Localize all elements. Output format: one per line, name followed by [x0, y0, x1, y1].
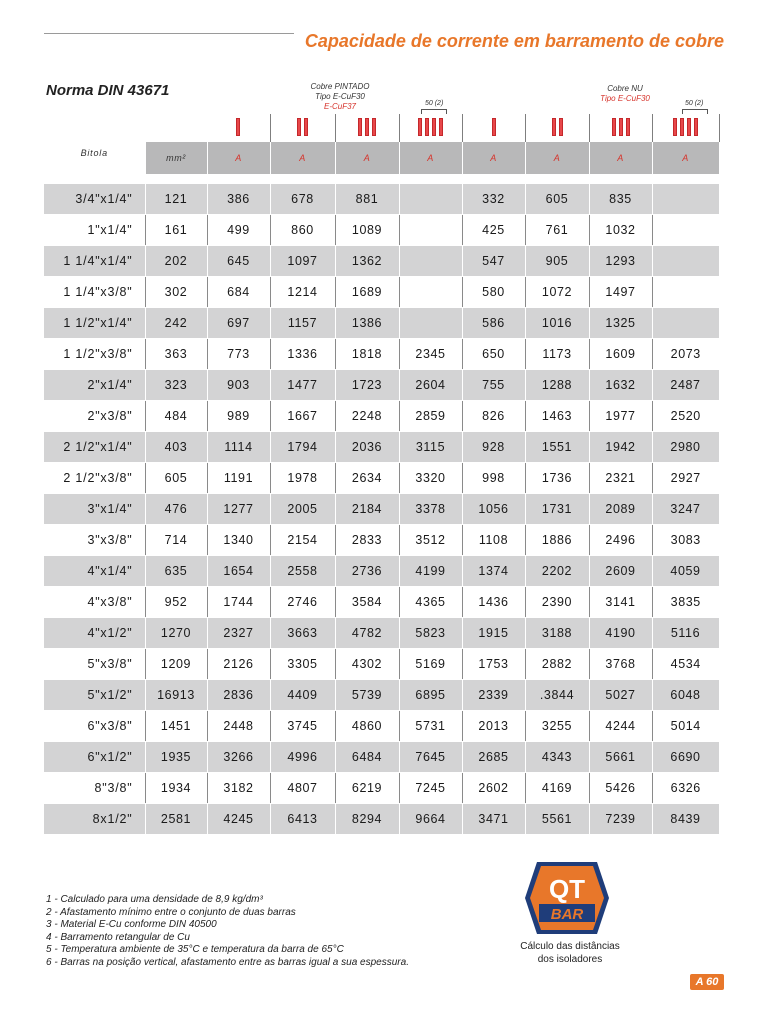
current-cell: 332 — [462, 184, 525, 215]
current-cell: 3182 — [207, 773, 270, 804]
area-cell: 242 — [145, 308, 207, 339]
qt-bar-logo — [525, 858, 609, 938]
current-cell: 3663 — [270, 618, 335, 649]
current-cell: 8439 — [652, 804, 719, 835]
table-row — [44, 742, 719, 773]
bitola-cell: 4"x1/4" — [44, 556, 145, 587]
table-row — [44, 246, 719, 277]
current-cell: 678 — [270, 184, 335, 215]
current-cell: 5823 — [399, 618, 462, 649]
current-cell: 1374 — [462, 556, 525, 587]
bar-icon-cell — [207, 114, 270, 142]
current-cell: 755 — [462, 370, 525, 401]
ampere-header: A — [207, 142, 270, 174]
current-cell: 1978 — [270, 463, 335, 494]
current-cell: 5561 — [525, 804, 589, 835]
current-cell: 2496 — [589, 525, 652, 556]
table-row — [44, 711, 719, 742]
table-row — [44, 370, 719, 401]
top-rule — [44, 33, 294, 34]
current-cell: 2339 — [462, 680, 525, 711]
busbar-icon — [492, 118, 496, 136]
current-cell: 6690 — [652, 742, 719, 773]
current-cell: 1753 — [462, 649, 525, 680]
current-cell: 3141 — [589, 587, 652, 618]
table-row — [44, 215, 719, 246]
current-cell: 2634 — [335, 463, 399, 494]
current-cell: 1362 — [335, 246, 399, 277]
current-cell: 5661 — [589, 742, 652, 773]
busbar-icon — [358, 118, 376, 136]
current-cell: 4199 — [399, 556, 462, 587]
busbar-icon — [612, 118, 630, 136]
ampere-header: A — [399, 142, 462, 174]
current-cell: 6413 — [270, 804, 335, 835]
current-cell: 3471 — [462, 804, 525, 835]
current-cell: 4409 — [270, 680, 335, 711]
current-cell: 5014 — [652, 711, 719, 742]
table-row — [44, 618, 719, 649]
current-cell: 4860 — [335, 711, 399, 742]
current-cell: 5027 — [589, 680, 652, 711]
current-cell: 1097 — [270, 246, 335, 277]
ampere-header: A — [335, 142, 399, 174]
area-cell: 302 — [145, 277, 207, 308]
current-cell: 2882 — [525, 649, 589, 680]
table-row — [44, 308, 719, 339]
current-cell: 8294 — [335, 804, 399, 835]
current-cell: 2327 — [207, 618, 270, 649]
bitola-cell: 1 1/2"x3/8" — [44, 339, 145, 370]
current-cell — [652, 308, 719, 339]
current-cell: 4302 — [335, 649, 399, 680]
current-cell: 1667 — [270, 401, 335, 432]
current-cell: 2746 — [270, 587, 335, 618]
bitola-cell: 4"x1/2" — [44, 618, 145, 649]
current-cell: 4169 — [525, 773, 589, 804]
units-row — [44, 142, 719, 174]
current-cell: 4534 — [652, 649, 719, 680]
current-cell: 2126 — [207, 649, 270, 680]
area-cell: 714 — [145, 525, 207, 556]
bar-icon-cell — [335, 114, 399, 142]
current-cell: 1632 — [589, 370, 652, 401]
bar-icon-cell — [462, 114, 525, 142]
area-cell: 1934 — [145, 773, 207, 804]
current-cell: 5739 — [335, 680, 399, 711]
bitola-cell: 2 1/2"x3/8" — [44, 463, 145, 494]
current-cell: 5426 — [589, 773, 652, 804]
current-cell: 905 — [525, 246, 589, 277]
current-cell: 2345 — [399, 339, 462, 370]
current-cell: 580 — [462, 277, 525, 308]
area-cell: 121 — [145, 184, 207, 215]
current-cell: 4245 — [207, 804, 270, 835]
page-number-badge: A 60 — [690, 974, 724, 990]
current-cell: 684 — [207, 277, 270, 308]
spacing-label-painted: 50 (2) — [425, 100, 444, 107]
current-cell: 1915 — [462, 618, 525, 649]
area-cell: 323 — [145, 370, 207, 401]
ampere-header: A — [525, 142, 589, 174]
table-row — [44, 339, 719, 370]
current-cell: 697 — [207, 308, 270, 339]
painted-group-line2: Tipo E-CuF30 — [315, 92, 365, 101]
footnote: 4 - Barramento retangular de Cu — [46, 931, 190, 943]
current-cell: 2927 — [652, 463, 719, 494]
current-cell — [399, 215, 462, 246]
current-cell: 6048 — [652, 680, 719, 711]
current-cell: 2602 — [462, 773, 525, 804]
current-cell: 3835 — [652, 587, 719, 618]
current-cell: 2685 — [462, 742, 525, 773]
busbar-icon — [297, 118, 308, 136]
current-cell: 1942 — [589, 432, 652, 463]
bar-icon-cell — [399, 114, 462, 142]
current-cell: 2390 — [525, 587, 589, 618]
bitola-cell: 6"x1/2" — [44, 742, 145, 773]
current-cell: 1288 — [525, 370, 589, 401]
current-cell: 4996 — [270, 742, 335, 773]
area-cell: 1270 — [145, 618, 207, 649]
current-cell: 645 — [207, 246, 270, 277]
current-cell: 1609 — [589, 339, 652, 370]
bitola-cell: 6"x3/8" — [44, 711, 145, 742]
current-cell: 1736 — [525, 463, 589, 494]
spacing-label-bare: 50 (2) — [685, 100, 704, 107]
current-cell: 761 — [525, 215, 589, 246]
current-cell: 1277 — [207, 494, 270, 525]
bare-group-line1: Cobre NU — [607, 84, 643, 93]
current-cell: 6219 — [335, 773, 399, 804]
logo-top-text: QT — [548, 874, 586, 904]
current-cell: 3188 — [525, 618, 589, 649]
current-cell: 3584 — [335, 587, 399, 618]
bitola-cell: 3"x1/4" — [44, 494, 145, 525]
current-cell: 1089 — [335, 215, 399, 246]
area-cell: 2581 — [145, 804, 207, 835]
busbar-icon — [673, 118, 698, 136]
current-cell: 7239 — [589, 804, 652, 835]
current-cell: 2736 — [335, 556, 399, 587]
current-cell: 605 — [525, 184, 589, 215]
current-cell: 2089 — [589, 494, 652, 525]
table-row — [44, 277, 719, 308]
current-cell: 2184 — [335, 494, 399, 525]
current-cell: 386 — [207, 184, 270, 215]
current-cell: 4365 — [399, 587, 462, 618]
current-cell: 586 — [462, 308, 525, 339]
current-cell: 2073 — [652, 339, 719, 370]
table-row — [44, 680, 719, 711]
current-cell: 6895 — [399, 680, 462, 711]
table-row — [44, 432, 719, 463]
current-cell: 2013 — [462, 711, 525, 742]
current-cell — [652, 246, 719, 277]
current-cell: 3083 — [652, 525, 719, 556]
current-cell: 1173 — [525, 339, 589, 370]
current-cell: 3115 — [399, 432, 462, 463]
current-cell: 2836 — [207, 680, 270, 711]
bitola-cell: 3"x3/8" — [44, 525, 145, 556]
caption-line1: Cálculo das distâncias — [520, 941, 620, 952]
current-cell: 1056 — [462, 494, 525, 525]
logo-bottom-text: BAR — [550, 906, 584, 923]
table-row — [44, 649, 719, 680]
footnote: 5 - Temperatura ambiente de 35°C e temperatura da barra de 65°C — [46, 944, 344, 955]
current-cell: 2859 — [399, 401, 462, 432]
current-cell: .3844 — [525, 680, 589, 711]
bitola-cell: 2"x1/4" — [44, 370, 145, 401]
current-cell: 2558 — [270, 556, 335, 587]
table-row — [44, 525, 719, 556]
current-cell: 2248 — [335, 401, 399, 432]
footnote: 6 - Barras na posição vertical, afastamento entre as barras igual a sua espessura. — [46, 956, 409, 968]
area-cell: 1209 — [145, 649, 207, 680]
current-cell: 2487 — [652, 370, 719, 401]
current-cell: 1108 — [462, 525, 525, 556]
current-capacity-table — [44, 114, 720, 835]
bar-icon-row — [44, 114, 719, 142]
area-cell: 952 — [145, 587, 207, 618]
current-cell: 1689 — [335, 277, 399, 308]
current-cell — [652, 184, 719, 215]
bitola-cell: 1 1/4"x1/4" — [44, 246, 145, 277]
area-cell: 635 — [145, 556, 207, 587]
current-cell: 2520 — [652, 401, 719, 432]
bar-icon-cell — [270, 114, 335, 142]
current-cell: 3512 — [399, 525, 462, 556]
current-cell: 826 — [462, 401, 525, 432]
norma-label: Norma DIN 43671 — [46, 82, 170, 99]
current-cell: 2833 — [335, 525, 399, 556]
current-cell: 1157 — [270, 308, 335, 339]
logo-caption — [508, 940, 632, 966]
current-cell: 9664 — [399, 804, 462, 835]
current-cell — [399, 308, 462, 339]
busbar-icon — [552, 118, 563, 136]
bitola-cell: 8"3/8" — [44, 773, 145, 804]
current-cell: 5116 — [652, 618, 719, 649]
current-cell — [652, 277, 719, 308]
caption-line2: dos isoladores — [537, 954, 603, 965]
current-cell: 4343 — [525, 742, 589, 773]
current-cell: 2036 — [335, 432, 399, 463]
mm2-header: mm² — [145, 142, 207, 174]
current-cell: 2005 — [270, 494, 335, 525]
current-cell: 1436 — [462, 587, 525, 618]
current-cell: 425 — [462, 215, 525, 246]
footnotes — [46, 894, 409, 969]
current-cell: 1497 — [589, 277, 652, 308]
ampere-header: A — [652, 142, 719, 174]
current-cell: 1723 — [335, 370, 399, 401]
current-cell — [399, 277, 462, 308]
current-cell: 2202 — [525, 556, 589, 587]
current-cell: 1886 — [525, 525, 589, 556]
current-cell: 2154 — [270, 525, 335, 556]
bitola-cell: 2 1/2"x1/4" — [44, 432, 145, 463]
current-cell: 1032 — [589, 215, 652, 246]
area-cell: 16913 — [145, 680, 207, 711]
current-cell — [399, 246, 462, 277]
current-cell: 1818 — [335, 339, 399, 370]
current-cell: 860 — [270, 215, 335, 246]
current-cell: 7245 — [399, 773, 462, 804]
area-cell: 484 — [145, 401, 207, 432]
current-cell: 1016 — [525, 308, 589, 339]
bar-icon-cell — [525, 114, 589, 142]
current-cell: 2321 — [589, 463, 652, 494]
area-cell: 403 — [145, 432, 207, 463]
painted-copper-group — [290, 82, 390, 112]
current-cell: 6484 — [335, 742, 399, 773]
busbar-icon — [236, 118, 240, 136]
current-cell: 2448 — [207, 711, 270, 742]
bitola-cell: 5"x1/2" — [44, 680, 145, 711]
area-cell: 476 — [145, 494, 207, 525]
current-cell: 3247 — [652, 494, 719, 525]
painted-group-line3: E-CuF37 — [323, 102, 356, 111]
bar-icon-cell — [589, 114, 652, 142]
current-cell: 1731 — [525, 494, 589, 525]
current-cell: 1477 — [270, 370, 335, 401]
table-row — [44, 587, 719, 618]
bitola-cell: 1"x1/4" — [44, 215, 145, 246]
current-cell: 928 — [462, 432, 525, 463]
area-cell: 202 — [145, 246, 207, 277]
current-cell: 4190 — [589, 618, 652, 649]
bitola-header: Bitola — [44, 142, 145, 174]
area-cell: 605 — [145, 463, 207, 494]
ampere-header: A — [462, 142, 525, 174]
area-cell: 161 — [145, 215, 207, 246]
current-cell: 4059 — [652, 556, 719, 587]
current-cell: 1340 — [207, 525, 270, 556]
bar-icon-cell — [652, 114, 719, 142]
footnote: 2 - Afastamento mínimo entre o conjunto de duas barras — [46, 906, 296, 918]
table-row — [44, 184, 719, 215]
ampere-header: A — [270, 142, 335, 174]
bare-copper-group — [575, 84, 675, 104]
current-cell: 1293 — [589, 246, 652, 277]
footnote: 3 - Material E-Cu conforme DIN 40500 — [46, 919, 217, 930]
current-cell: 650 — [462, 339, 525, 370]
table-row — [44, 556, 719, 587]
page-title: Capacidade de corrente em barramento de cobre — [304, 31, 724, 51]
bitola-cell: 3/4"x1/4" — [44, 184, 145, 215]
painted-group-line1: Cobre PINTADO — [310, 82, 370, 91]
current-cell: 3266 — [207, 742, 270, 773]
bitola-cell: 8x1/2" — [44, 804, 145, 835]
area-cell: 1451 — [145, 711, 207, 742]
current-cell: 6326 — [652, 773, 719, 804]
current-cell: 3255 — [525, 711, 589, 742]
current-cell: 4244 — [589, 711, 652, 742]
current-cell: 499 — [207, 215, 270, 246]
current-cell: 5731 — [399, 711, 462, 742]
current-cell: 881 — [335, 184, 399, 215]
bitola-cell: 2"x3/8" — [44, 401, 145, 432]
current-cell: 1072 — [525, 277, 589, 308]
current-cell: 1214 — [270, 277, 335, 308]
current-cell: 3320 — [399, 463, 462, 494]
current-cell: 773 — [207, 339, 270, 370]
area-cell: 1935 — [145, 742, 207, 773]
bitola-cell: 4"x3/8" — [44, 587, 145, 618]
current-cell: 5169 — [399, 649, 462, 680]
current-cell: 903 — [207, 370, 270, 401]
current-cell: 1977 — [589, 401, 652, 432]
table-row — [44, 463, 719, 494]
current-cell: 7645 — [399, 742, 462, 773]
current-cell: 2604 — [399, 370, 462, 401]
current-cell: 1794 — [270, 432, 335, 463]
current-cell: 4807 — [270, 773, 335, 804]
area-cell: 363 — [145, 339, 207, 370]
current-cell: 1386 — [335, 308, 399, 339]
current-cell: 1114 — [207, 432, 270, 463]
current-cell: 2609 — [589, 556, 652, 587]
footnote: 1 - Calculado para uma densidade de 8,9 kg/dm³ — [46, 894, 263, 905]
current-cell: 1325 — [589, 308, 652, 339]
current-cell: 3768 — [589, 649, 652, 680]
ampere-header: A — [589, 142, 652, 174]
bitola-cell: 1 1/4"x3/8" — [44, 277, 145, 308]
current-cell: 998 — [462, 463, 525, 494]
current-cell: 989 — [207, 401, 270, 432]
table-row — [44, 494, 719, 525]
bitola-cell: 5"x3/8" — [44, 649, 145, 680]
current-cell: 1654 — [207, 556, 270, 587]
current-cell: 2980 — [652, 432, 719, 463]
current-cell: 1744 — [207, 587, 270, 618]
current-cell: 1191 — [207, 463, 270, 494]
current-cell: 1336 — [270, 339, 335, 370]
table-row — [44, 773, 719, 804]
current-cell: 3305 — [270, 649, 335, 680]
bare-group-line2: Tipo E-CuF30 — [600, 94, 650, 103]
busbar-icon — [418, 118, 443, 136]
table-row — [44, 804, 719, 835]
current-cell — [652, 215, 719, 246]
current-cell: 3745 — [270, 711, 335, 742]
current-cell: 835 — [589, 184, 652, 215]
table-row — [44, 401, 719, 432]
current-cell: 4782 — [335, 618, 399, 649]
current-cell: 1551 — [525, 432, 589, 463]
bitola-cell: 1 1/2"x1/4" — [44, 308, 145, 339]
current-cell: 547 — [462, 246, 525, 277]
current-cell — [399, 184, 462, 215]
current-cell: 1463 — [525, 401, 589, 432]
current-cell: 3378 — [399, 494, 462, 525]
